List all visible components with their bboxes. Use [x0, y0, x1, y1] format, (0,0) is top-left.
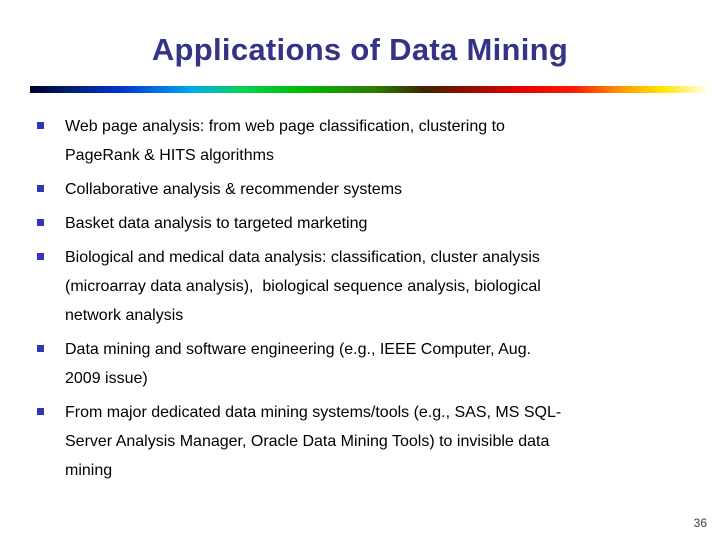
list-item [37, 335, 697, 393]
bullet-square-icon [37, 122, 44, 129]
list-item [37, 209, 697, 238]
bullet-line: network analysis [65, 307, 184, 324]
list-item [37, 398, 697, 485]
bullet-line: Data mining and software engineering (e.g., IEEE Computer, Aug. [65, 341, 532, 358]
bullet-line: mining [65, 462, 113, 479]
bullet-line: Server Analysis Manager, Oracle Data Mining Tools) to invisible data [65, 433, 550, 450]
bullet-text [65, 335, 531, 393]
bullet-text [65, 112, 505, 170]
bullet-text [65, 398, 561, 485]
bullet-line: Collaborative analysis & recommender systems [65, 181, 403, 198]
bullet-line: PageRank & HITS algorithms [65, 147, 274, 164]
bullet-line: Biological and medical data analysis: classification, cluster analysis [65, 249, 540, 266]
bullet-line: 2009 issue) [65, 370, 148, 387]
page-title: Applications of Data Mining [151, 32, 569, 67]
bullet-square-icon [37, 185, 44, 192]
bullet-line: Basket data analysis to targeted marketing [65, 215, 368, 232]
bullet-square-icon [37, 408, 44, 415]
bullet-square-icon [37, 253, 44, 260]
bullet-line: From major dedicated data mining systems/tools (e.g., SAS, MS SQL- [65, 404, 562, 421]
list-item [37, 175, 697, 204]
bullet-text [65, 175, 402, 204]
bullet-line: (microarray data analysis), biological sequence analysis, biological [65, 278, 541, 295]
list-item [37, 112, 697, 170]
bullet-list [37, 112, 697, 490]
bullet-text [65, 243, 541, 330]
bullet-square-icon [37, 345, 44, 352]
list-item [37, 243, 697, 330]
bullet-text [65, 209, 367, 238]
bullet-square-icon [37, 219, 44, 226]
page-number: 36 [693, 516, 707, 530]
title-divider-gradient-bar [30, 86, 710, 93]
bullet-line: Web page analysis: from web page classification, clustering to [65, 118, 505, 135]
